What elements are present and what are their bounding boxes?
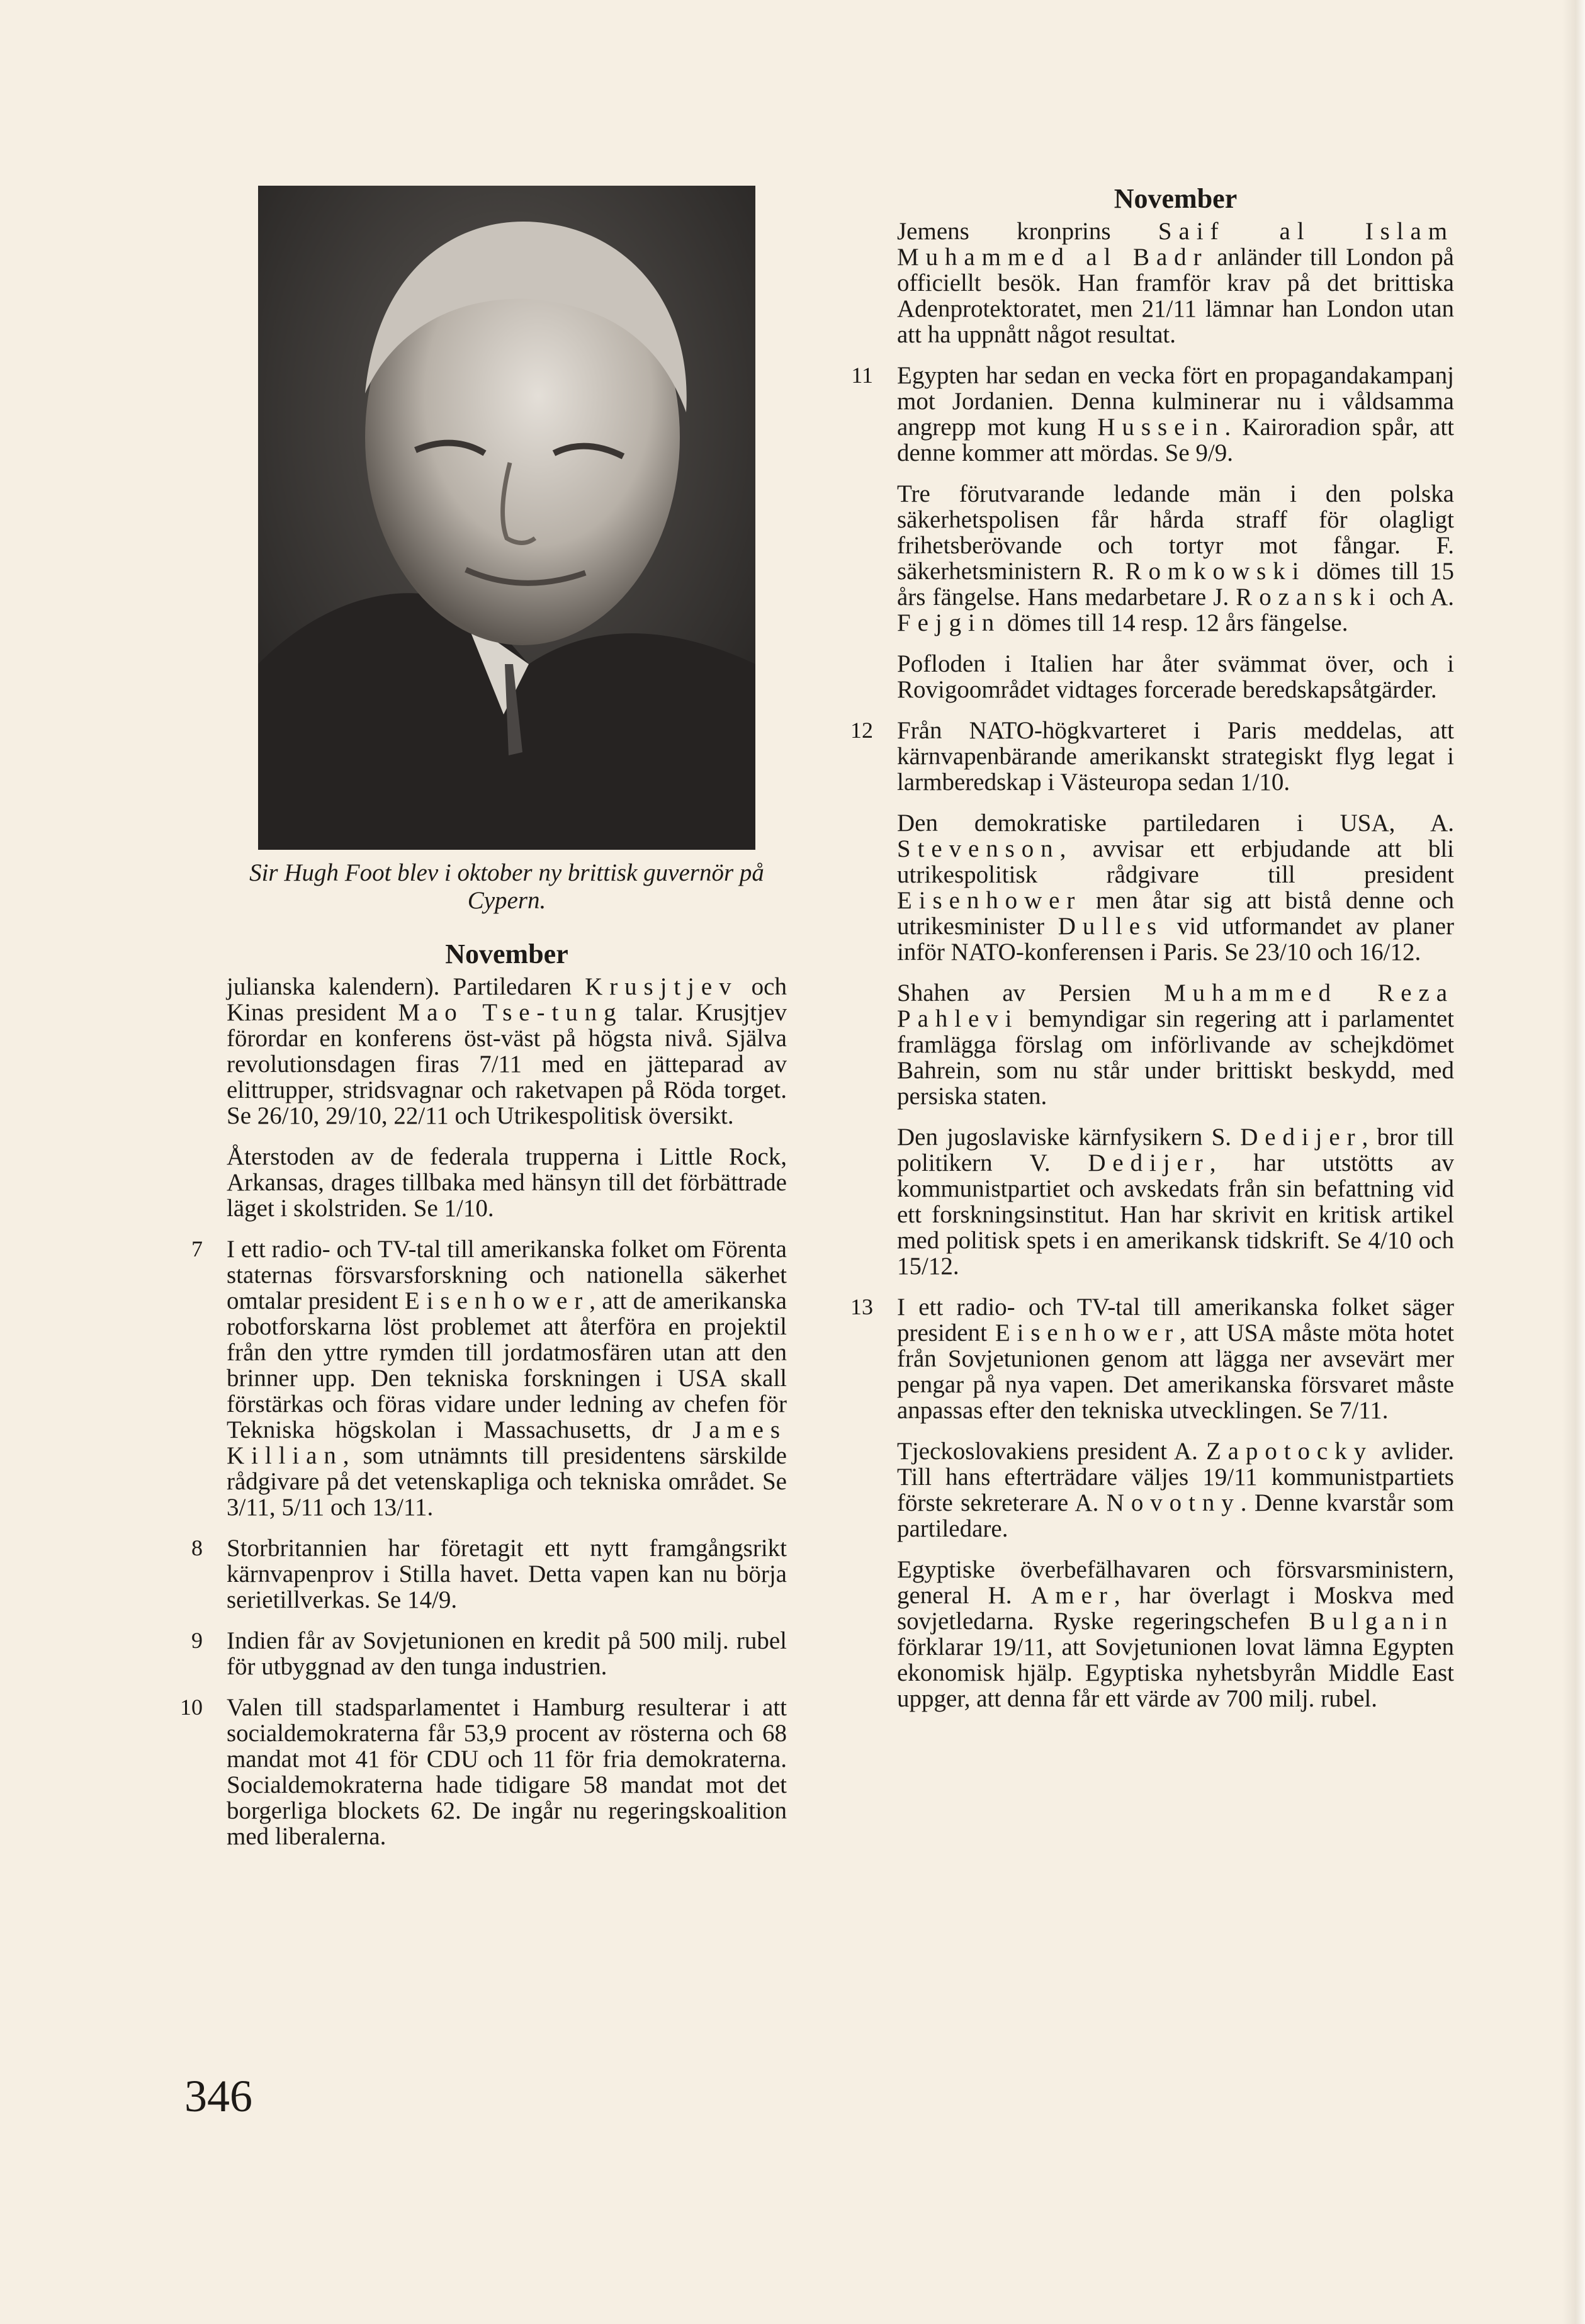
text-run: men åtar sig att bistå denne och utrikesminister — [897, 887, 1454, 940]
right-heading: November — [1114, 183, 1238, 214]
entry-day: 11 — [851, 363, 873, 388]
text-run: Egyptiske överbefälhavaren och försvarsministern, general H. — [897, 1556, 1454, 1609]
text-run: dömes till 15 års fängelse. Hans medarbetare J. — [897, 558, 1455, 611]
left-heading: November — [445, 939, 568, 969]
text-run: Tjeckoslovakiens president A. — [897, 1438, 1206, 1465]
text-run: . Kairoradion spår, att denne kommer att mördas. Se 9/9. — [897, 414, 1454, 466]
text-run: Tre förutvarande ledande män i den polska säkerhetspolisen får hårda straff för olagligt frihetsberövande och tortyr mot fångar. F. säkerhetsministern R. — [897, 480, 1454, 585]
text-run: anländer till London på officiellt besök. Han framför krav på det brittiska Adenprotektoratet, men 21/11 lämnar han London utan att ha uppnått något resultat. — [897, 244, 1454, 348]
entry-text — [897, 718, 1454, 795]
left-column — [180, 938, 787, 1864]
text-run: Den jugoslaviske kärnfysikern S. — [897, 1124, 1241, 1151]
spaced-name: Krusjtjev — [585, 973, 738, 1000]
entry-text — [897, 218, 1454, 347]
entry-text — [897, 980, 1454, 1109]
spaced-name: Muhammed Reza Pahlevi — [897, 979, 1454, 1032]
text-run: och Kinas president — [227, 973, 787, 1026]
spaced-name: Fejgin — [897, 609, 1001, 636]
page-edge — [1562, 0, 1585, 2324]
text-run: Indien får av Sovjetunionen en kredit på 500 milj. rubel för utbyggnad av den tunga industrien. — [227, 1627, 787, 1680]
spaced-name: Dulles — [1058, 913, 1164, 940]
text-run: Den demokratiske partiledaren i USA, A. — [897, 809, 1454, 837]
entry-text — [227, 1628, 787, 1679]
text-run: , har utstötts av kommunistpartiet och avskedats från sin befattning vid ett forskningsinstitut. Han har skrivit en kritisk artikel med politisk spets i en amerikansk tidskrift. Se 4/10 och 15/12. — [897, 1149, 1454, 1280]
journal-entry — [897, 481, 1454, 636]
spaced-name: Hussein — [1097, 414, 1225, 441]
journal-entry — [227, 1144, 787, 1221]
entry-text — [897, 1438, 1454, 1542]
journal-entry — [897, 651, 1454, 702]
text-run: Shahen av Persien — [897, 979, 1165, 1007]
journal-entry — [897, 218, 1454, 347]
text-run: Från NATO-högkvarteret i Paris meddelas, att kärnvapenbärande amerikanskt strategiskt flyg legat i larmberedskap i Västeuropa sedan 1/10. — [897, 717, 1454, 796]
journal-entry — [191, 1627, 787, 1680]
spaced-name: Eisenhower — [995, 1319, 1180, 1346]
journal-entry — [180, 1694, 787, 1850]
journal-entry — [191, 1236, 787, 1521]
journal-entry — [897, 810, 1454, 965]
text-run: I ett radio- och TV-tal till amerikanska folket säger president — [897, 1294, 1454, 1346]
text-run: , som utnämnts till presidentens särskilde rådgivare på det vetenskapliga och tekniska området. Se 3/11, 5/11 och 13/11. — [227, 1442, 787, 1521]
text-run: dömes till 14 resp. 12 års fängelse. — [1001, 609, 1348, 636]
text-run: julianska kalendern). Partiledaren — [227, 973, 585, 1000]
spaced-name: Dedijer — [1088, 1149, 1210, 1176]
text-run: , att de amerikanska robotforskarna löst problemet att återföra en projektil från den yttre rymden till jordatmosfären utan att den brinner upp. Den tekniska forskningen i USA skall förstärkas och föras vidare under ledning av chefen för Tekniska högskolan i Massachusetts, dr — [227, 1287, 787, 1443]
entry-text — [227, 1535, 787, 1613]
spaced-name: James Killian — [227, 1416, 787, 1469]
entry-day: 9 — [191, 1628, 203, 1653]
text-run: I ett radio- och TV-tal till amerikanska folket om Förenta staternas försvarsforskning och nationella säkerhet omtalar president — [227, 1236, 787, 1314]
entry-text — [897, 363, 1454, 466]
text-run: vid utformandet av planer inför NATO-konferensen i Paris. Se 23/10 och 16/12. — [897, 913, 1454, 966]
journal-entry — [191, 1535, 787, 1613]
entry-text — [227, 1236, 787, 1520]
text-run: och A. — [1382, 584, 1454, 611]
text-run: Jemens kronprins — [897, 218, 1158, 245]
spaced-name: Stevenson — [897, 835, 1060, 862]
text-run: . Denne kvarstår som partiledare. — [897, 1489, 1454, 1542]
entry-text — [897, 1124, 1454, 1279]
text-run: förklarar 19/11, att Sovjetunionen lovat lämna Egypten ekonomisk hjälp. Egyptiska nyhetsbyrån Middle East uppger, att denna får ett värde av 700 milj. rubel. — [897, 1633, 1454, 1712]
entry-day: 10 — [180, 1695, 203, 1720]
spaced-name: Amer — [1030, 1582, 1114, 1609]
text-run: , bror till politikern V. — [897, 1124, 1454, 1176]
text-run: talar. Krusjtjev förordar en konferens öst-väst på högsta nivå. Själva revolutionsdagen firas 7/11 med en jätteparad av elittrupper, stridsvagnar och raketvapen på Röda torget. Se 26/10, 29/10, 22/11 och Utrikespolitisk översikt. — [227, 999, 787, 1129]
photo-caption: Sir Hugh Foot blev i oktober ny brittisk guvernör på Cypern. — [249, 859, 764, 914]
journal-entry — [227, 974, 787, 1129]
entry-text — [897, 810, 1454, 965]
page-number: 346 — [184, 2071, 252, 2121]
spaced-name: Bulganin — [1309, 1608, 1454, 1635]
portrait-illustration — [258, 186, 755, 850]
entry-text — [227, 974, 787, 1129]
entry-text — [227, 1144, 787, 1221]
right-entries — [850, 218, 1455, 1712]
text-run: Återstoden av de federala trupperna i Little Rock, Arkansas, drages tillbaka med hänsyn till det förbättrade läget i skolstriden. Se 1/10. — [227, 1143, 787, 1222]
text-run: , avvisar ett erbjudande att bli utrikespolitisk rådgivare till president — [897, 835, 1454, 888]
entry-text — [897, 481, 1454, 636]
text-run: Storbritannien har företagit ett nytt framgångsrikt kärnvapenprov i Stilla havet. Detta vapen kan nu börja serietillverkas. Se 14/9. — [227, 1535, 787, 1613]
spaced-name: Eisenhower — [897, 887, 1082, 914]
entry-text — [897, 1294, 1454, 1423]
spaced-name: Romkowski — [1125, 558, 1306, 585]
journal-entry — [897, 1124, 1454, 1279]
left-entries — [180, 973, 787, 1850]
journal-entry — [850, 1294, 1454, 1424]
entry-day: 12 — [850, 718, 873, 743]
entry-text — [227, 1695, 787, 1849]
text-run: , att USA måste möta hotet från Sovjetunionen genom att lägga ner avsevärt mer pengar på nya vapen. Det amerikanska försvaret måste anpassas efter den tekniska utvecklingen. Se 7/11. — [897, 1319, 1454, 1424]
spaced-name: Eisenhower — [404, 1287, 590, 1314]
entry-day: 8 — [191, 1535, 203, 1560]
text-run: Pofloden i Italien har åter svämmat över, och i Rovigoområdet vidtages forcerade beredskapsåtgärder. — [897, 650, 1454, 703]
spaced-name: Zapotocky — [1205, 1438, 1373, 1465]
journal-entry — [897, 1557, 1454, 1712]
spaced-name: Saif al Islam Muhammed al Badr — [897, 218, 1454, 271]
portrait-photo — [258, 186, 755, 850]
spaced-name: Dedijer — [1240, 1124, 1362, 1151]
journal-entry — [897, 980, 1454, 1109]
spaced-name: Rozanski — [1236, 584, 1382, 611]
entry-day: 13 — [850, 1294, 873, 1319]
journal-entry — [897, 1438, 1454, 1542]
text-run: bemyndigar sin regering att i parlamentet framlägga förslag om införlivande av schejkdömet Bahrein, som nu står under brittiskt beskydd, med persiska staten. — [897, 1005, 1454, 1110]
entry-text — [897, 1557, 1454, 1712]
text-run: Valen till stadsparlamentet i Hamburg resulterar i att socialdemokraterna får 53,9 procent av rösterna och 68 mandat mot 41 för CDU och 11 för fria demokraterna. Socialdemokraterna hade tidigare 58 mandat mot det borgerliga blockets 62. De ingår nu regeringskoalition med liberalerna. — [227, 1694, 787, 1850]
journal-entry — [851, 362, 1454, 466]
right-column — [850, 183, 1455, 1727]
text-run: Egypten har sedan en vecka fört en propagandakampanj mot Jordanien. Denna kulminerar nu i våldsamma angrepp mot kung — [897, 362, 1454, 441]
text-run: avlider. Till hans efterträdare väljes 19/11 kommunistpartiets förste sekreterare A. — [897, 1438, 1454, 1516]
spaced-name: Novotny — [1106, 1489, 1241, 1516]
entry-day: 7 — [191, 1236, 203, 1261]
entry-text — [897, 651, 1454, 702]
journal-entry — [850, 717, 1454, 796]
spaced-name: Mao Tse-tung — [398, 999, 623, 1026]
text-run: , har överlagt i Moskva med sovjetledarna. Ryske regeringschefen — [897, 1582, 1454, 1635]
